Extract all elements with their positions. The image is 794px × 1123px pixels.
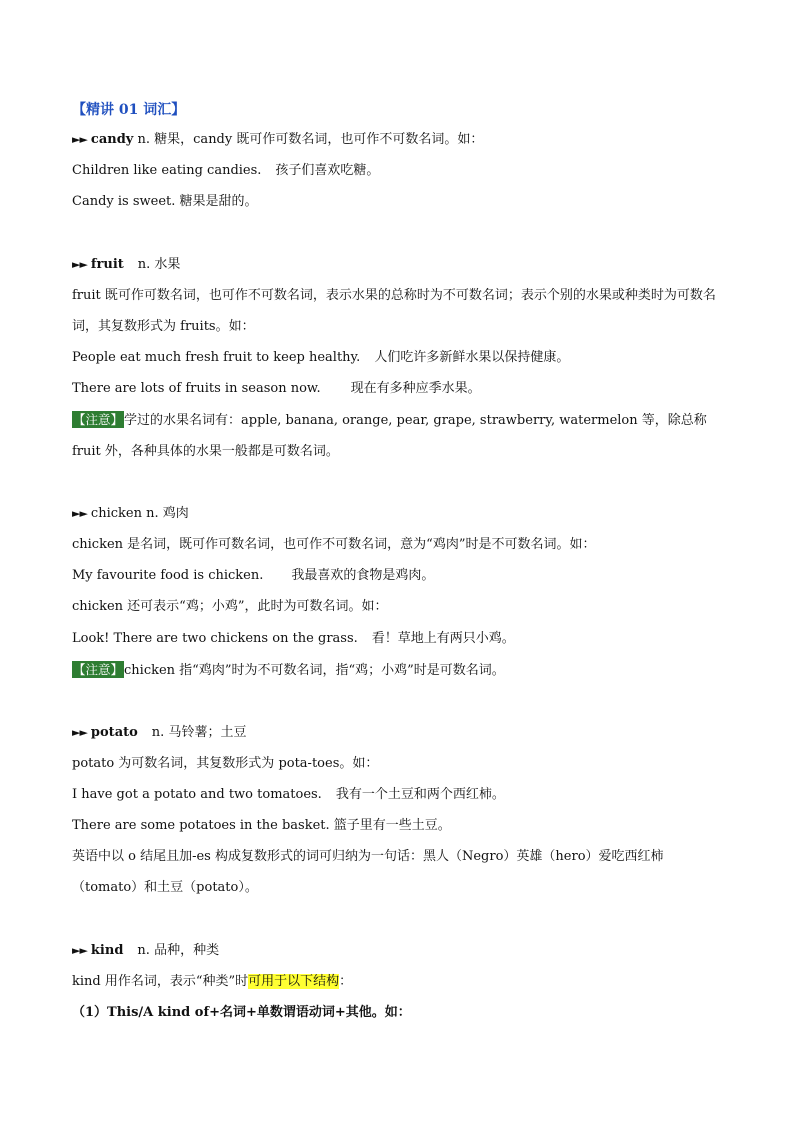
- paragraph-kind-desc: [72, 973, 352, 991]
- highlighted-text: 可用于以下结构: [248, 974, 340, 989]
- pos-label: n.: [137, 132, 151, 147]
- example-en: Look! There are two chickens on the grass.: [72, 631, 358, 646]
- example-en: I have got a potato and two tomatoes.: [72, 787, 322, 802]
- example-sentence: [72, 162, 379, 180]
- example-en: There are lots of fruits in season now.: [72, 381, 321, 396]
- entry-candy-header: [72, 131, 483, 149]
- paragraph-fruit-desc: fruit 既可作可数名词，也可作不可数名词，表示水果的总称时为不可数名词；表示个别的水果或种类时为可数名词，其复数形式为 fruits。如：: [72, 288, 716, 334]
- pos-label: n.: [146, 506, 159, 521]
- example-en: My favourite food is chicken.: [72, 568, 264, 583]
- example-zh: 篮子里有一些土豆。: [333, 818, 451, 833]
- word-candy: candy: [90, 132, 134, 147]
- structure-item-1: （1）This/A kind of+名词+单数谓语动词+其他。如：: [72, 1005, 411, 1020]
- paragraph-chicken-desc2: chicken 还可表示“鸡；小鸡”，此时为可数名词。如：: [72, 599, 388, 614]
- note-fruit: [72, 404, 722, 467]
- arrow-icon: ►►: [72, 258, 87, 271]
- example-zh: 我有一个土豆和两个西红柿。: [335, 787, 505, 802]
- arrow-icon: ►►: [72, 507, 87, 520]
- example-en: People eat much fresh fruit to keep healthy.: [72, 350, 361, 365]
- example-zh: 现在有多种应季水果。: [350, 381, 481, 396]
- example-sentence: [72, 380, 481, 398]
- example-sentence: [72, 630, 515, 648]
- word-kind: kind: [90, 943, 124, 958]
- kind-desc-pre: kind 用作名词，表示“种类”时: [72, 974, 249, 989]
- meaning-chicken: 鸡肉: [162, 506, 189, 521]
- example-sentence: [72, 567, 434, 585]
- note-chicken: [72, 661, 505, 680]
- example-zh: 孩子们喜欢吃糖。: [275, 163, 380, 178]
- example-zh: 看！草地上有两只小鸡。: [371, 631, 515, 646]
- entry-fruit-header: [72, 256, 180, 274]
- paragraph-potato-rule: 英语中以 o 结尾且加-es 构成复数形式的词可归纳为一句话：黑人（Negro）英雄（hero）爱吃西红柿（tomato）和土豆（potato）。: [72, 849, 664, 895]
- entry-chicken-header: [72, 505, 189, 523]
- example-en: Candy is sweet.: [72, 194, 176, 209]
- kind-desc-post: ：: [339, 974, 353, 989]
- example-sentence: [72, 786, 505, 804]
- note-text: chicken 指“鸡肉”时为不可数名词，指“鸡；小鸡”时是可数名词。: [124, 663, 505, 678]
- pos-label: n.: [151, 725, 165, 740]
- paragraph-potato-desc: potato 为可数名词，其复数形式为 pota-toes。如：: [72, 756, 379, 771]
- arrow-icon: ►►: [72, 944, 87, 957]
- example-sentence: [72, 817, 451, 835]
- example-sentence: [72, 193, 258, 211]
- note-text: 学过的水果名词有：apple, banana, orange, pear, grape, strawberry, watermelon 等，除总称 fruit 外，各种具体的水果一般都是可数名词。: [72, 413, 707, 459]
- note-badge: 【注意】: [73, 662, 124, 677]
- entry-potato-header: [72, 724, 246, 742]
- word-potato: potato: [90, 725, 138, 740]
- entry-kind-header: [72, 942, 219, 960]
- word-fruit: fruit: [90, 257, 124, 272]
- example-zh: 糖果是甜的。: [179, 194, 258, 209]
- pos-label: n.: [137, 943, 150, 958]
- example-zh: 人们吃许多新鲜水果以保持健康。: [374, 350, 570, 365]
- word-chicken: chicken: [90, 506, 142, 521]
- example-zh: 我最喜欢的食物是鸡肉。: [291, 568, 435, 583]
- section-heading: 【精讲 01 词汇】: [72, 102, 186, 118]
- pos-label: n.: [137, 257, 151, 272]
- paragraph-chicken-desc: chicken 是名词，既可作可数名词，也可作不可数名词，意为“鸡肉”时是不可数名词。如：: [72, 537, 596, 552]
- arrow-icon: ►►: [72, 726, 87, 739]
- example-en: Children like eating candies.: [72, 163, 262, 178]
- meaning-fruit: 水果: [154, 257, 181, 272]
- example-sentence: [72, 349, 569, 367]
- example-en: There are some potatoes in the basket.: [72, 818, 330, 833]
- note-badge: 【注意】: [73, 412, 124, 427]
- arrow-icon: ►►: [72, 133, 87, 146]
- meaning-kind: 品种，种类: [154, 943, 220, 958]
- meaning-candy: 糖果，candy 既可作可数名词，也可作不可数名词。如：: [154, 132, 484, 147]
- meaning-potato: 马铃薯；土豆: [168, 725, 247, 740]
